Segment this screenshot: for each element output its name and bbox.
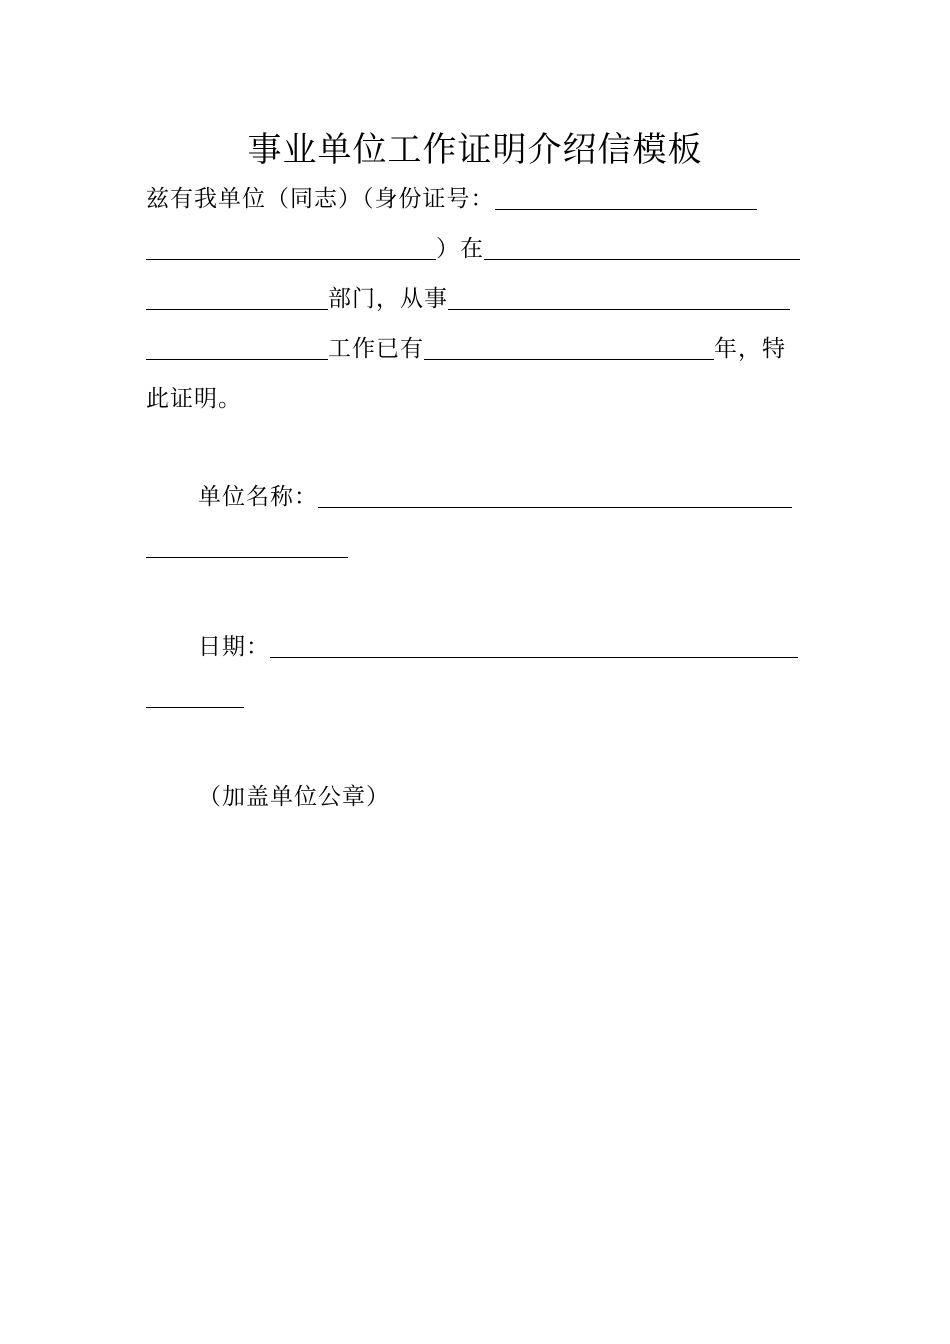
para-line-4 [146, 332, 786, 366]
para-text-years: 年，特 [714, 336, 786, 362]
seal-note: （加盖单位公章） [198, 784, 390, 810]
date-blank-cont[interactable] [146, 707, 244, 708]
para-text-worked: 工作已有 [328, 336, 424, 362]
unit-name-line [198, 480, 792, 514]
unit-name-blank[interactable] [318, 507, 792, 508]
para-line-2 [146, 232, 800, 266]
unit-name-line-2 [146, 530, 348, 564]
department-blank[interactable] [146, 309, 328, 310]
para-text-at: ）在 [436, 236, 484, 262]
para-line-1 [146, 182, 757, 216]
date-line-2 [146, 680, 244, 714]
para-text-intro: 兹有我单位（同志）（身份证号： [146, 186, 495, 212]
para-text-certify: 此证明。 [146, 386, 242, 412]
date-label: 日期： [198, 634, 270, 660]
date-blank[interactable] [270, 657, 798, 658]
date-line [198, 630, 798, 664]
para-line-5 [146, 382, 242, 416]
location-blank[interactable] [484, 259, 800, 260]
para-line-3 [146, 282, 790, 316]
seal-line [198, 780, 390, 814]
job-blank[interactable] [448, 309, 790, 310]
job-blank-cont[interactable] [146, 359, 328, 360]
document-title: 事业单位工作证明介绍信模板 [247, 130, 703, 170]
years-blank[interactable] [424, 359, 714, 360]
id-number-blank[interactable] [495, 209, 757, 210]
id-number-blank-cont[interactable] [146, 259, 436, 260]
para-text-department: 部门，从事 [328, 286, 448, 312]
unit-name-blank-cont[interactable] [146, 557, 348, 558]
unit-name-label: 单位名称： [198, 484, 318, 510]
